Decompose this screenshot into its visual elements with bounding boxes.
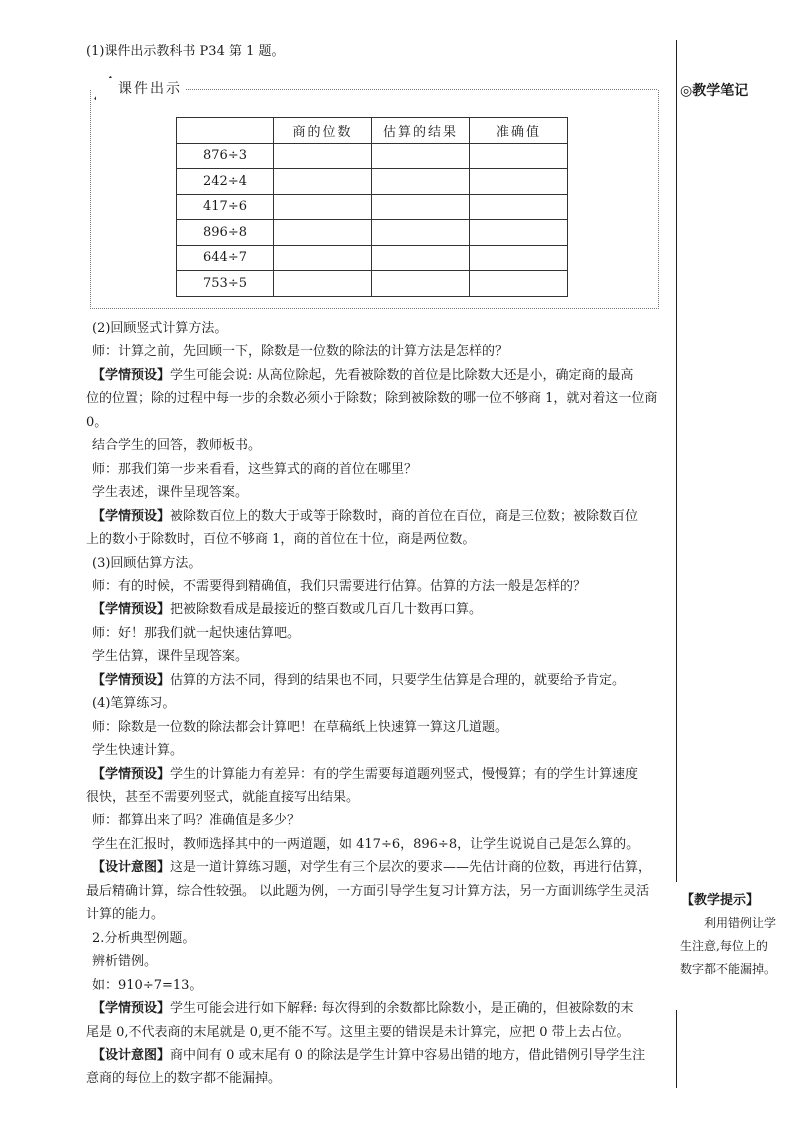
body-line: 师：都算出来了吗？准确值是多少？ xyxy=(92,813,301,829)
annotation-text: 把被除数看成是最接近的整百数或几百几十数再口算。 xyxy=(170,602,483,618)
empty-answer-cell xyxy=(274,169,372,195)
table-header-cell: 准确值 xyxy=(470,118,568,144)
annotation-text: 学生可能会进行如下解释: 每次得到的余数都比除数小，是正确的，但被除数的末 xyxy=(170,1001,634,1017)
margin-divider-bottom xyxy=(676,1010,677,1088)
body-line xyxy=(86,506,678,527)
body-line: 2.分析典型例题。 xyxy=(92,930,196,946)
empty-answer-cell xyxy=(470,194,568,220)
empty-answer-cell xyxy=(372,194,470,220)
annotation-tag: 【设计意图】 xyxy=(92,1047,171,1063)
annotation-text: 学生的计算能力有差异：有的学生需要每道题列竖式，慢慢算；有的学生计算速度 xyxy=(170,766,639,782)
annotation-tag: 【学情预设】 xyxy=(92,367,171,383)
annotation-tag: 【设计意图】 xyxy=(92,860,171,876)
annotation-text: 商中间有 0 或末尾有 0 的除法是学生计算中容易出错的地方，借此错例引导学生注 xyxy=(170,1047,646,1063)
table-header-cell: 估算的结果 xyxy=(372,118,470,144)
division-expression: 417÷6 xyxy=(177,194,274,220)
body-line: 学生估算，课件呈现答案。 xyxy=(92,649,249,665)
body-line: 辨析错例。 xyxy=(92,954,158,970)
empty-answer-cell xyxy=(372,245,470,271)
table-header-row xyxy=(177,118,568,144)
empty-answer-cell xyxy=(470,220,568,246)
body-line: 师：好！那我们就一起快速估算吧。 xyxy=(92,625,301,641)
body-line xyxy=(86,857,678,878)
empty-answer-cell xyxy=(470,143,568,169)
table-header-cell xyxy=(177,118,274,144)
body-line: 位的位置；除的过程中每一步的余数必须小于除数；除到被除数的哪一位不够商 1，就对着这一位商 xyxy=(86,391,658,407)
body-line: 学生快速计算。 xyxy=(92,743,184,759)
table-row xyxy=(177,194,568,220)
body-line: (3)回顾估算方法。 xyxy=(92,555,202,571)
empty-answer-cell xyxy=(274,194,372,220)
teaching-tip-title: 【教学提示】 xyxy=(681,893,760,908)
body-line: 很快，甚至不需要列竖式，就能直接写出结果。 xyxy=(86,790,360,805)
table-header-cell: 商的位数 xyxy=(274,118,372,144)
body-line: 如：910÷7=13。 xyxy=(92,977,203,993)
body-line: 学生表述，课件呈现答案。 xyxy=(92,485,249,501)
empty-answer-cell xyxy=(372,271,470,297)
division-expression: 876÷3 xyxy=(177,143,274,169)
body-line xyxy=(86,670,678,691)
empty-answer-cell xyxy=(372,143,470,169)
margin-divider-top xyxy=(676,40,677,102)
table-row xyxy=(177,143,568,169)
body-line: 结合学生的回答，教师板书。 xyxy=(92,438,262,454)
annotation-tag: 【学情预设】 xyxy=(92,766,171,782)
empty-answer-cell xyxy=(470,169,568,195)
body-line: 上的数小于除数时，百位不够商 1，商的首位在十位，商是两位数。 xyxy=(86,532,476,548)
body-line: 师：有的时候，不需要得到精确值，我们只需要进行估算。估算的方法一般是怎样的？ xyxy=(92,578,587,594)
annotation-tag: 【学情预设】 xyxy=(92,508,171,524)
division-expression: 242÷4 xyxy=(177,169,274,195)
body-line: 0。 xyxy=(86,414,108,430)
table-row xyxy=(177,271,568,297)
teaching-notes-title: ◎教学笔记 xyxy=(680,83,749,99)
annotation-text: 这是一道计算练习题，对学生有三个层次的要求——先估计商的位数，再进行估算， xyxy=(170,860,652,876)
annotation-text: 被除数百位上的数大于或等于除数时，商的首位在百位，商是三位数；被除数百位 xyxy=(170,508,639,524)
body-line: (2)回顾竖式计算方法。 xyxy=(92,321,228,336)
division-expression: 644÷7 xyxy=(177,245,274,271)
margin-divider-middle xyxy=(676,102,677,882)
annotation-tag: 【学情预设】 xyxy=(92,1001,171,1017)
teaching-tip-body: 利用错例让学生注意,每位上的数字都不能漏掉。 xyxy=(680,916,777,976)
annotation-tag: 【学情预设】 xyxy=(92,672,171,688)
body-line: 师：那我们第一步来看看，这些算式的商的首位在哪里？ xyxy=(92,461,418,477)
empty-answer-cell xyxy=(274,245,372,271)
body-line: 最后精确计算，综合性较强。 以此题为例，一方面引导学生复习计算方法，另一方面训练学生灵活 xyxy=(86,883,650,899)
body-line: (4)笔算练习。 xyxy=(92,696,176,712)
courseware-frame-top xyxy=(178,89,657,90)
empty-answer-cell xyxy=(274,220,372,246)
estimation-table xyxy=(176,117,568,297)
body-line: 学生在汇报时，教师选择其中的一两道题，如 417÷6，896÷8，让学生说说自己是怎么算的。 xyxy=(92,836,640,852)
annotation-text: 学生可能会说: 从高位除起，先看被除数的首位是比除数大还是小，确定商的最高 xyxy=(170,367,634,383)
step-1-heading: (1)课件出示教科书 P34 第 1 题。 xyxy=(86,44,285,59)
table-row xyxy=(177,169,568,195)
division-expression: 896÷8 xyxy=(177,220,274,246)
table-row xyxy=(177,220,568,246)
empty-answer-cell xyxy=(470,271,568,297)
empty-answer-cell xyxy=(372,169,470,195)
empty-answer-cell xyxy=(274,143,372,169)
body-line xyxy=(86,998,678,1019)
empty-answer-cell xyxy=(372,220,470,246)
body-line: 计算的能力。 xyxy=(86,907,165,923)
empty-answer-cell xyxy=(470,245,568,271)
table-row xyxy=(177,245,568,271)
body-line: 尾是 0,不代表商的末尾就是 0,更不能不写。这里主要的错误是未计算完，应把 0 带上去占位。 xyxy=(86,1024,630,1040)
annotation-text: 估算的方法不同，得到的结果也不同，只要学生估算是合理的，就要给予肯定。 xyxy=(170,672,626,688)
body-line: 师：计算之前，先回顾一下，除数是一位数的除法的计算方法是怎样的？ xyxy=(92,344,509,360)
body-line xyxy=(86,764,678,785)
body-line: 意商的每位上的数字都不能漏掉。 xyxy=(86,1071,282,1087)
body-line xyxy=(86,599,678,620)
division-expression: 753÷5 xyxy=(177,271,274,297)
annotation-tag: 【学情预设】 xyxy=(92,602,171,618)
body-line xyxy=(86,365,678,386)
body-line xyxy=(86,1045,678,1066)
body-line: 师：除数是一位数的除法都会计算吧！在草稿纸上快速算一算这几道题。 xyxy=(92,719,509,735)
empty-answer-cell xyxy=(274,271,372,297)
courseware-label: 课件出示 xyxy=(96,78,186,100)
